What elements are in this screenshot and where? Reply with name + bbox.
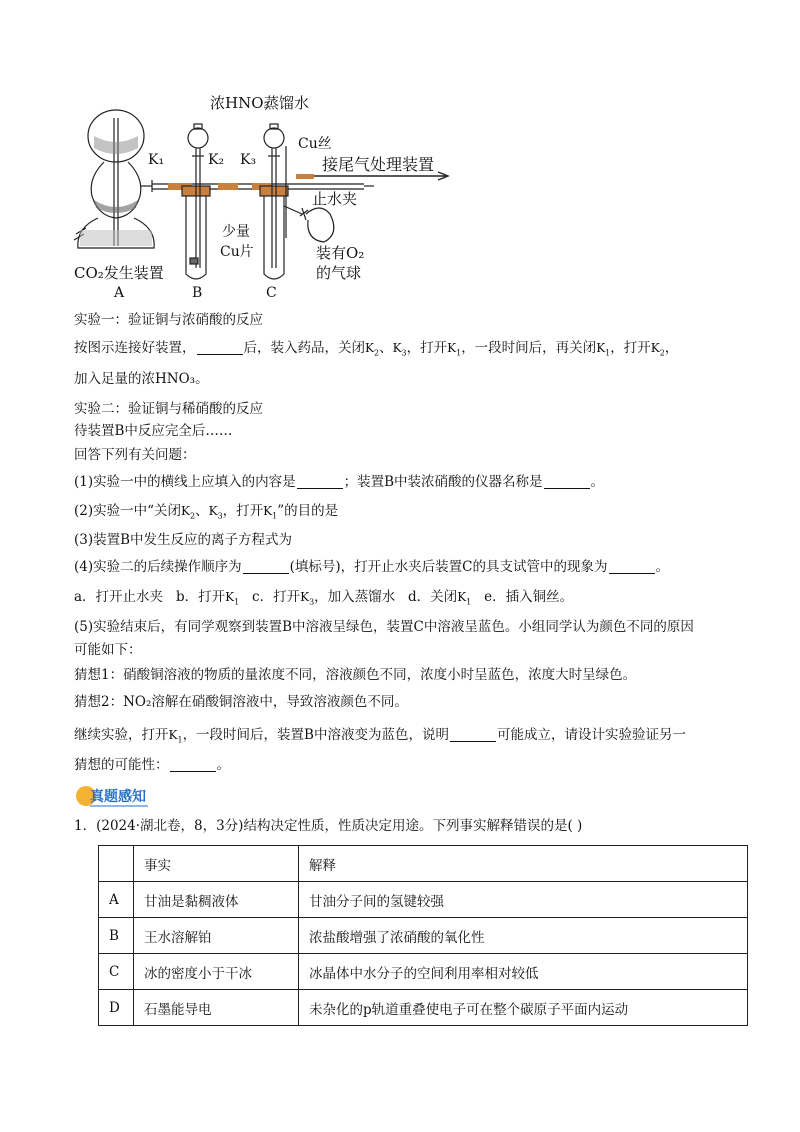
tube-b [182,124,210,279]
question-3: (3)装置B中发生反应的离子方程式为 [74,532,293,548]
answer-blank[interactable] [297,474,343,489]
question-1: (1)实验一中的横线上应填入的内容是 ；装置B中装浓硝酸的仪器名称是 。 [74,474,605,490]
label-clamp: 止水夹 [312,190,358,208]
row-fact: 冰的密度小于干冰 [134,954,299,990]
row-key: B [99,918,134,954]
label-k2: K₂ [208,152,225,168]
question-5-line-2: 可能如下： [74,642,142,658]
table-row [99,918,748,954]
label-tail-gas: 接尾气处理装置 [322,155,435,174]
answer-blank[interactable] [609,559,655,574]
exp2-line: 待装置B中反应完全后…… [74,423,233,439]
row-explain: 未杂化的p轨道重叠使电子可在整个碳原子平面内运动 [299,990,748,1026]
label-cu-wire: Cu丝 [298,136,332,152]
header-key [99,846,134,882]
table-row [99,954,748,990]
exp1-line-1: 按图示连接好装置， 后，装入药品，关闭$K_2$、$K_3$，打开$K_1$，一段时间后，再关闭$K_1$，打开$K_2$， [74,340,679,358]
apparatus-diagram [68,88,468,300]
kipp-generator [74,110,154,248]
header-explain: 解释 [299,846,748,882]
continue-line-2: 猜想的可能性： 。 [74,757,230,773]
label-c: C [266,285,277,300]
guess-2: 猜想2：NO₂溶解在硝酸铜溶液中，导致溶液颜色不同。 [74,694,408,710]
kipp-base-liquid [80,230,152,246]
label-conc-hno3: 浓HNO₃ [210,94,270,112]
label-b: B [192,285,203,300]
answer-blank[interactable] [197,340,243,355]
no2-formula: NO₂ [123,694,152,710]
facts-table [98,845,748,1026]
label-water: 蒸馏水 [264,94,310,112]
answer-blank[interactable] [170,757,216,772]
row-fact: 石墨能导电 [134,990,299,1026]
label-balloon-2: 的气球 [316,264,362,282]
table-row [99,990,748,1026]
question-4-options: a．打开止水夹 b．打开$K_1$ c．打开$K_3$，加入蒸馏水 d．关闭$K_1$ e．插入铜丝。 [74,589,574,607]
question-4: (4)实验二的后续操作顺序为 (填标号)，打开止水夹后装置C的具支试管中的现象为 。 [74,559,669,575]
question-stem: 1．(2024·湖北卷，8，3分)结构决定性质，性质决定用途。下列事实解释错误的是( ) [74,818,583,834]
answer-blank[interactable] [544,474,590,489]
row-key: A [99,882,134,918]
exp1-line-2: 加入足量的浓HNO₃。 [74,371,209,387]
label-little: 少量 [222,224,250,240]
answer-intro: 回答下列有关问题： [74,447,196,463]
answer-blank[interactable] [450,727,496,742]
question-2: (2)实验一中“关闭$K_2$、$K_3$，打开$K_1$”的目的是 [74,503,339,521]
apparatus-figure [68,88,468,300]
label-k3: K₃ [240,152,257,168]
table-header [99,846,748,882]
section-badge [74,783,152,809]
label-co2-generator: CO₂发生装置 [74,264,164,282]
question-5-line-1: (5)实验结束后，有同学观察到装置B中溶液呈绿色，装置C中溶液呈蓝色。小组同学认为颜色不同的原因 [74,619,694,635]
label-a: A [114,285,125,300]
exp2-title: 实验二：验证铜与稀硝酸的反应 [74,401,263,417]
kipp-liquid [94,136,138,154]
hno3-formula: HNO₃ [155,371,196,387]
answer-blank[interactable] [243,559,289,574]
exp1-title: 实验一：验证铜与浓硝酸的反应 [74,312,263,328]
label-k1: K₁ [148,152,165,168]
guess-1: 猜想1：硝酸铜溶液的物质的量浓度不同，溶液颜色不同，浓度小时呈蓝色，浓度大时呈绿色。 [74,667,637,683]
row-fact: 甘油是黏稠液体 [134,882,299,918]
header-fact: 事实 [134,846,299,882]
row-key: C [99,954,134,990]
row-fact: 王水溶解铂 [134,918,299,954]
label-balloon-1: 装有O₂ [316,244,365,262]
row-explain: 浓盐酸增强了浓硝酸的氧化性 [299,918,748,954]
continue-line-1: 继续实验，打开$K_1$，一段时间后，装置B中溶液变为蓝色，说明 可能成立，请设计实验验证另一 [74,727,686,745]
row-key: D [99,990,134,1026]
row-explain: 冰晶体中水分子的空间利用率相对较低 [299,954,748,990]
label-cu-piece: Cu片 [220,244,254,260]
row-explain: 甘油分子间的氢键较强 [299,882,748,918]
badge-graphic [74,783,152,809]
badge-label: 真题感知 [90,789,146,805]
table-row [99,882,748,918]
